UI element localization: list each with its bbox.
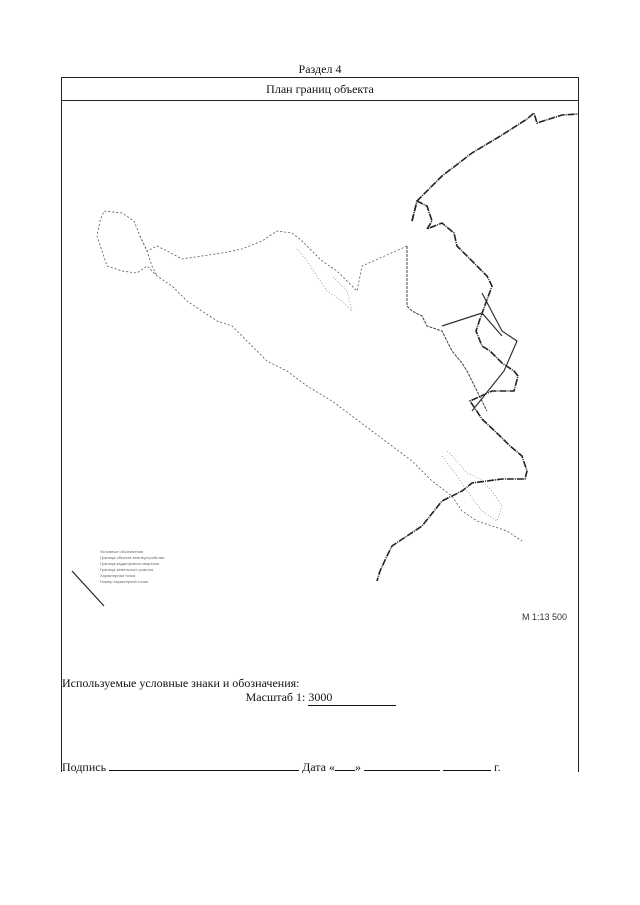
- boundary-plan-frame: [61, 77, 579, 772]
- point-cluster-line-south: [442, 451, 502, 521]
- symbols-label: Используемые условные знаки и обозначения:: [62, 676, 300, 690]
- outer-boundary-line: [377, 201, 527, 581]
- signature-label: Подпись: [62, 760, 107, 774]
- section-title: Раздел 4: [298, 62, 342, 76]
- map-legend-item: Граница кадастрового квартала: [100, 561, 160, 566]
- map-legend-item: Граница объекта землеустройства: [100, 555, 165, 560]
- outer-boundary-line-top: [412, 113, 578, 221]
- western-inner-line: [140, 236, 157, 276]
- year-suffix: г.: [494, 760, 501, 774]
- frame-header: План границ объекта: [62, 78, 578, 101]
- signature-row: [62, 758, 501, 775]
- boundary-map: [62, 101, 578, 622]
- map-legend-title: Условные обозначения: [100, 549, 144, 554]
- map-scale-note: М 1:13 500: [522, 612, 568, 622]
- scale-line: [62, 690, 580, 706]
- date-label: Дата «: [302, 760, 335, 774]
- map-legend-item: Номер характерной точки: [100, 579, 148, 584]
- date-day-blank: [335, 758, 355, 771]
- point-cluster-line: [297, 249, 352, 311]
- map-legend-item: Граница земельного участка: [100, 567, 154, 572]
- parcel-line-3: [442, 313, 502, 336]
- date-close: »: [355, 760, 361, 774]
- scale-label: Масштаб 1:: [245, 690, 306, 704]
- parcel-line-1: [407, 246, 487, 411]
- signature-blank: [109, 758, 299, 771]
- map-legend-item: Характерная точка: [100, 573, 136, 578]
- date-month-blank: [364, 758, 440, 771]
- map-legend: [100, 549, 290, 585]
- parcel-line-2: [472, 293, 517, 411]
- western-boundary-line: [97, 211, 522, 541]
- date-year-blank: [443, 758, 491, 771]
- boundary-map-drawing: [62, 101, 578, 611]
- scale-value: 3000: [308, 690, 396, 706]
